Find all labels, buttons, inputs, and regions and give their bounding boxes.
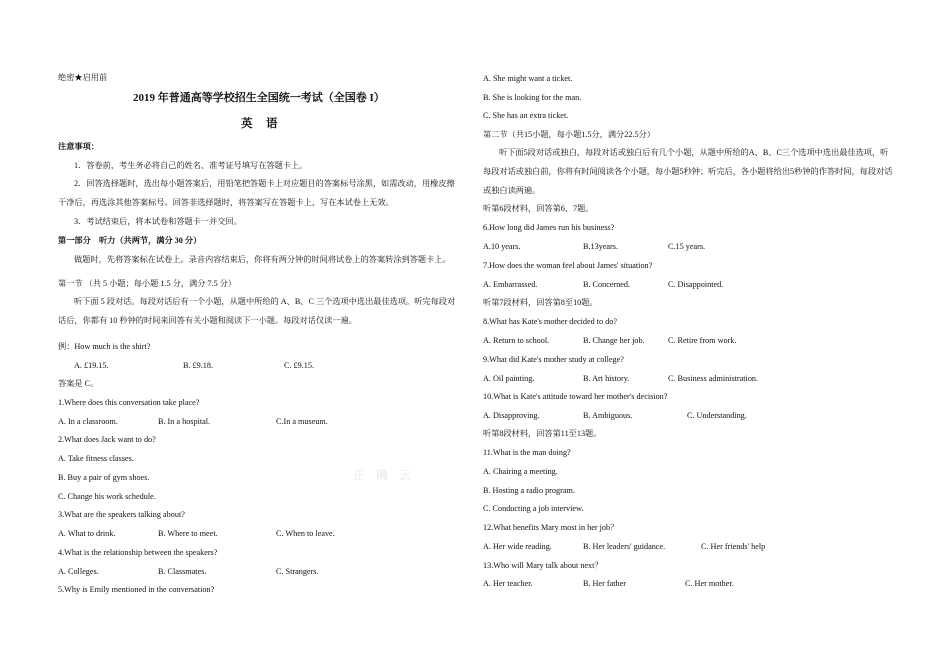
question-7: 7.How does the woman feel about James' situation?	[483, 261, 653, 270]
question-11: 11.What is the man doing?	[483, 448, 571, 457]
q10-option-b: B. Ambiguous.	[583, 411, 633, 420]
q4-option-c: C. Strangers.	[276, 567, 319, 576]
q6-option-b: B.13years.	[583, 242, 619, 251]
q9-option-b: B. Art history.	[583, 374, 630, 383]
question-5: 5.Why is Emily mentioned in the conversation?	[58, 585, 215, 594]
part1-intro: 做题时，先将答案标在试卷上。录音内容结束后，你将有两分钟的时间将试卷上的答案转涂到答题卡上。	[74, 255, 451, 264]
q12-option-c: C. Her friends' help	[701, 542, 766, 551]
q8-option-a: A. Return to school.	[483, 336, 550, 345]
q2-option-c: C. Change his work schedule.	[58, 492, 156, 501]
section1-heading: 第一节 （共 5 小题；每小题 1.5 分，满分 7.5 分）	[58, 279, 237, 288]
q5-option-b: B. She is looking for the man.	[483, 93, 582, 102]
q4-option-a: A. Colleges.	[58, 567, 99, 576]
q6-option-c: C.15 years.	[668, 242, 706, 251]
q3-option-c: C. When to leave.	[276, 529, 335, 538]
q3-option-a: A. What to drink.	[58, 529, 116, 538]
example-option-b: B. £9.18.	[183, 361, 214, 370]
q11-option-a: A. Chairing a meeting.	[483, 467, 558, 476]
q1-option-b: B. In a hospital.	[158, 417, 211, 426]
section1-intro: 听下面 5 段对话。每段对话后有一个小题，从题中所给的 A、B、C 三个选项中选出最佳选项。听完每段对话后，你都有 10 秒钟的时间来回答有关小题和阅读下一小题。每段对话仅读一遍。	[58, 297, 456, 325]
example-answer: 答案是 C。	[58, 379, 99, 388]
section2-heading: 第二节（共15小题，每小题1.5分，满分22.5分）	[483, 130, 655, 139]
note-3: 3．考试结束后，将本试卷和答题卡一并交回。	[74, 217, 242, 226]
q11-option-b: B. Hosting a radio program.	[483, 486, 575, 495]
q4-option-b: B. Classmates.	[158, 567, 207, 576]
q9-option-a: A. Oil painting.	[483, 374, 535, 383]
q7-option-c: C. Disappointed.	[668, 280, 724, 289]
q3-option-b: B. Where to meet.	[158, 529, 218, 538]
q1-option-c: C.In a museum.	[276, 417, 328, 426]
q11-option-c: C. Conducting a job interview.	[483, 504, 584, 513]
q12-option-b: B. Her leaders' guidance.	[583, 542, 666, 551]
q9-option-c: C. Business administration.	[668, 374, 759, 383]
question-13: 13.Who will Mary talk about next？	[483, 561, 603, 570]
question-12: 12.What benefits Mary most in her job？	[483, 523, 619, 532]
example-option-a: A. £19.15.	[74, 361, 109, 370]
q13-option-c: C. Her mother.	[685, 579, 734, 588]
q8-option-b: B. Change her job.	[583, 336, 645, 345]
material-6-label: 听第6段材料，回答第6、7题。	[483, 204, 594, 213]
question-1: 1.Where does this conversation take place?	[58, 398, 200, 407]
q12-option-a: A. Her wide reading.	[483, 542, 552, 551]
watermark: 正 确 云	[353, 468, 416, 482]
q7-option-b: B. Concerned.	[583, 280, 631, 289]
subject-title: 英 语	[241, 118, 279, 130]
example-option-c: C. £9.15.	[284, 361, 315, 370]
q5-option-a: A. She might want a ticket.	[483, 74, 573, 83]
note-2: 2．回答选择题时，选出每小题答案后，用铅笔把答题卡上对应题目的答案标号涂黑，如需改动，用橡皮擦干净后，再选涂其他答案标号。回答非选择题时，将答案写在答题卡上，写在本试卷上无效。	[58, 179, 455, 207]
material-8-label: 听第8段材料，回答第11至13题。	[483, 429, 602, 438]
q1-option-a: A. In a classroom.	[58, 417, 118, 426]
question-9: 9.What did Kate's mother study at college?	[483, 355, 624, 364]
question-4: 4.What is the relationship between the speakers?	[58, 548, 218, 557]
question-2: 2.What does Jack want to do?	[58, 435, 156, 444]
example-question: 例：How much is the shirt?	[58, 342, 151, 351]
q5-option-c: C. She has an extra ticket.	[483, 111, 569, 120]
question-6: 6.How long did James run his business?	[483, 223, 615, 232]
q10-option-a: A. Disapproving.	[483, 411, 540, 420]
question-10: 10.What is Kate's attitude toward her mother's decision?	[483, 392, 668, 401]
q13-option-b: B. Her father	[583, 579, 626, 588]
question-3: 3.What are the speakers talking about?	[58, 510, 185, 519]
exam-title: 2019 年普通高等学校招生全国统一考试（全国卷 I）	[133, 92, 385, 104]
q10-option-c: C. Understanding.	[687, 411, 747, 420]
q2-option-b: B. Buy a pair of gym shoes.	[58, 473, 150, 482]
q6-option-a: A.10 years.	[483, 242, 521, 251]
note-1: 1．答卷前，考生务必将自己的姓名、准考证号填写在答题卡上。	[74, 161, 308, 170]
material-7-label: 听第7段材料，回答第8至10题。	[483, 298, 598, 307]
q8-option-c: C. Retire from work.	[668, 336, 737, 345]
part1-heading: 第一部分 听力（共两节，满分 30 分）	[58, 236, 202, 245]
notes-heading: 注意事项：	[58, 142, 99, 151]
question-8: 8.What has Kate's mother decided to do?	[483, 317, 618, 326]
q7-option-a: A. Embarrassed.	[483, 280, 538, 289]
q13-option-a: A. Her teacher.	[483, 579, 533, 588]
q2-option-a: A. Take fitness classes.	[58, 454, 134, 463]
secret-label: 绝密★启用前	[58, 73, 108, 82]
section2-intro: 听下面5段对话或独白，每段对话或独白后有几个小题，从题中所给的A、B、C三个选项中选出最佳选项，听每段对话或独白前，你将有时间阅读各个小题，每小题5秒钟；听完后，各小题将给出5秒钟的作答时间，每段对话或独白读两遍。	[483, 148, 893, 195]
